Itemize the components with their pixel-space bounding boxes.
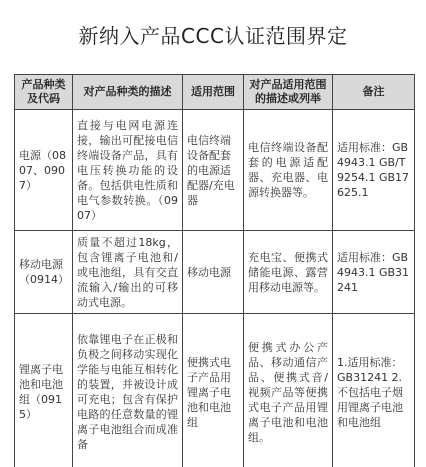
cell-category: 电源（0807、0907） (15, 110, 73, 231)
table-header-row (15, 75, 415, 110)
header-scope-detail: 对产品适用范围的描述或列举 (244, 75, 333, 110)
header-remark: 备注 (333, 75, 415, 110)
table-row (15, 110, 415, 231)
cell-remark: 适用标准：GB4943.1 GB/T9254.1 GB17625.1 (333, 110, 415, 231)
table-row (15, 231, 415, 314)
cell-description: 直接与电网电源连接，输出可配接电信终端设备产品，具有电压转换功能的设备。包括供电性质和电气参数转换。（0907） (73, 110, 183, 231)
cell-scope: 便携式电子产品用锂离子电池和电池组 (183, 314, 244, 467)
cell-scope: 电信终端设备配套的电源适配器/充电器 (183, 110, 244, 231)
header-category: 产品种类及代码 (15, 75, 73, 110)
cell-scope-detail: 便携式办公产品、移动通信产品、便携式音/视频产品等便携式电子产品用锂离子电池和电池组。 (244, 314, 333, 467)
cell-category: 移动电源（0914） (15, 231, 73, 314)
cell-category: 锂离子电池和电池组（0915） (15, 314, 73, 467)
cell-description: 质量不超过18kg，包含锂离子电池和/或电池组，具有交直流输入/输出的可移动式电源。 (73, 231, 183, 314)
cell-scope: 移动电源 (183, 231, 244, 314)
cell-description: 依靠锂电子在正极和负极之间移动实现化学能与电能互相转化的装置，并被设计成可充电；包含有保护电路的任意数量的锂离子电池组合而成准备 (73, 314, 183, 467)
cell-remark: 适用标准：GB4943.1 GB31241 (333, 231, 415, 314)
scope-table (14, 74, 415, 467)
header-description: 对产品种类的描述 (73, 75, 183, 110)
cell-remark: 1.适用标准：GB31241 2.不包括电子烟用锂离子电池和电池组 (333, 314, 415, 467)
table-row (15, 314, 415, 467)
scope-table-container (14, 74, 414, 467)
page-title: 新纳入产品CCC认证范围界定 (78, 24, 348, 48)
header-scope: 适用范围 (183, 75, 244, 110)
cell-scope-detail: 充电宝、便携式储能电源、露营用移动电源等。 (244, 231, 333, 314)
cell-scope-detail: 电信终端设备配套的电源适配器、充电器、电源转换器等。 (244, 110, 333, 231)
